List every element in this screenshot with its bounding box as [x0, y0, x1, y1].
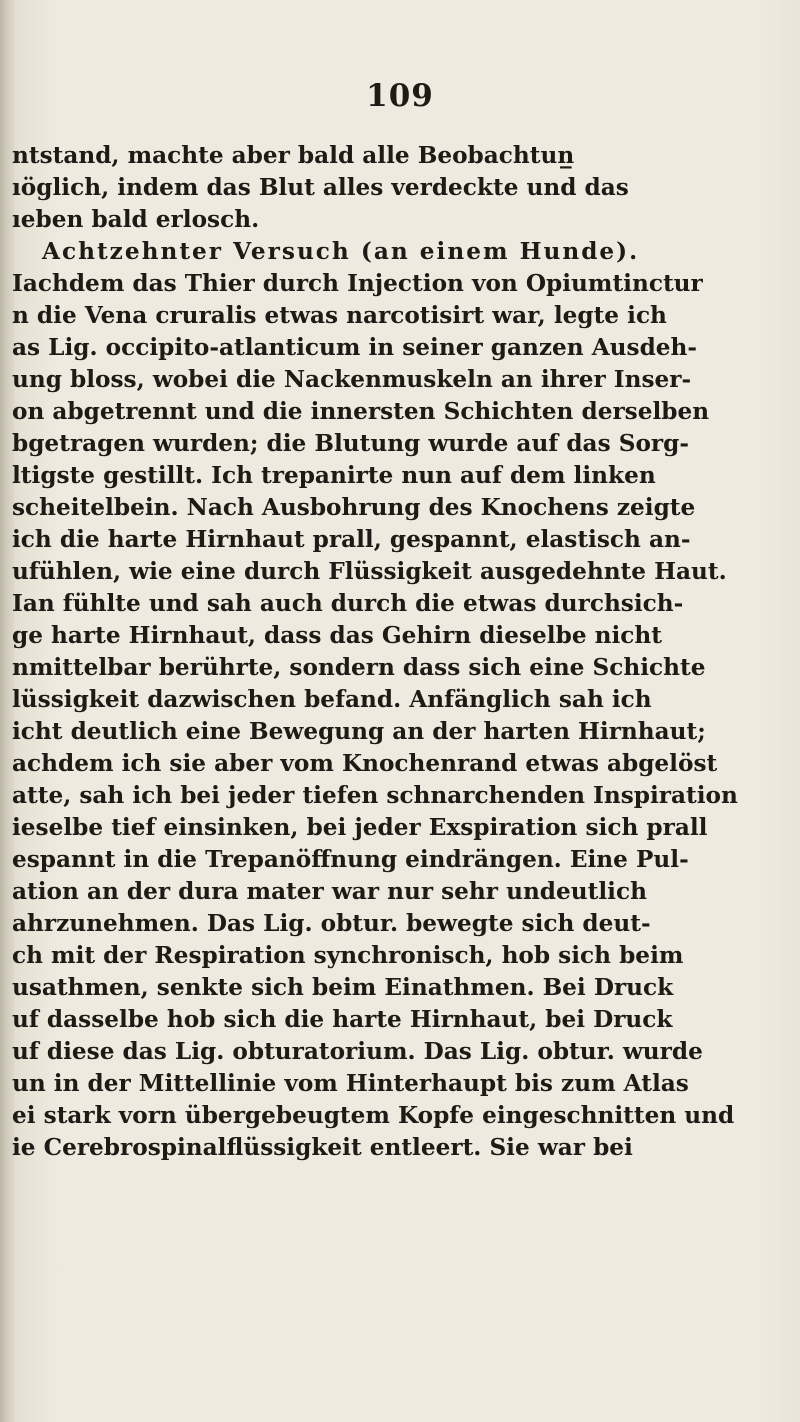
- section-heading: Achtzehnter Versuch (an einem Hunde).: [42, 238, 640, 265]
- text-line: ntstand, machte aber bald alle Beobachtun̲: [12, 142, 575, 169]
- text-line: ich die harte Hirnhaut prall, gespannt, elastisch an-: [12, 526, 691, 553]
- body-text: [2, 140, 772, 1164]
- text-line: ie Cerebrospinalflüssigkeit entleert. Sie war bei: [12, 1134, 633, 1161]
- text-line: uf diese das Lig. obturatorium. Das Lig. obtur. wurde: [12, 1038, 703, 1065]
- text-line: ltigste gestillt. Ich trepanirte nun auf dem linken: [12, 462, 656, 489]
- text-line: espannt in die Trepanöffnung eindrängen. Eine Pul-: [12, 846, 689, 873]
- text-line: as Lig. occipito-atlanticum in seiner ganzen Ausdeh-: [12, 334, 698, 361]
- text-line: un in der Mittellinie vom Hinterhaupt bis zum Atlas: [12, 1070, 689, 1097]
- text-line: uf dasselbe hob sich die harte Hirnhaut, bei Druck: [12, 1006, 673, 1033]
- text-line: scheitelbein. Nach Ausbohrung des Knochens zeigte: [12, 494, 696, 521]
- text-line: n die Vena cruralis etwas narcotisirt war, legte ich: [12, 302, 667, 329]
- text-line: ung bloss, wobei die Nackenmuskeln an ihrer Inser-: [12, 366, 692, 393]
- text-line: on abgetrennt und die innersten Schichten derselben: [12, 398, 710, 425]
- text-line: ei stark vorn übergebeugtem Kopfe eingeschnitten und: [12, 1102, 735, 1129]
- text-line: ieselbe tief einsinken, bei jeder Exspiration sich prall: [12, 814, 708, 841]
- text-line: lüssigkeit dazwischen befand. Anfänglich sah ich: [12, 686, 652, 713]
- text-line: ahrzunehmen. Das Lig. obtur. bewegte sich deut-: [12, 910, 651, 937]
- text-line: ation an der dura mater war nur sehr undeutlich: [12, 878, 647, 905]
- text-line: atte, sah ich bei jeder tiefen schnarchenden Inspiration: [12, 782, 738, 809]
- text-line: ufühlen, wie eine durch Flüssigkeit ausgedehnte Haut.: [12, 558, 727, 585]
- text-line: Iachdem das Thier durch Injection von Opiumtinctur: [12, 270, 703, 297]
- text-line: ge harte Hirnhaut, dass das Gehirn dieselbe nicht: [12, 622, 662, 649]
- text-line: usathmen, senkte sich beim Einathmen. Bei Druck: [12, 974, 674, 1001]
- text-line: ıeben bald erlosch.: [12, 206, 260, 233]
- text-line: bgetragen wurden; die Blutung wurde auf das Sorg-: [12, 430, 689, 457]
- text-line: Ian fühlte und sah auch durch die etwas durchsich-: [12, 590, 684, 617]
- text-line: ch mit der Respiration synchronisch, hob sich beim: [12, 942, 684, 969]
- text-line: ıöglich, indem das Blut alles verdeckte und das: [12, 174, 629, 201]
- page-number: 109: [366, 78, 434, 114]
- text-line: icht deutlich eine Bewegung an der harten Hirnhaut;: [12, 718, 706, 745]
- text-line: nmittelbar berührte, sondern dass sich eine Schichte: [12, 654, 706, 681]
- text-line: achdem ich sie aber vom Knochenrand etwas abgelöst: [12, 750, 718, 777]
